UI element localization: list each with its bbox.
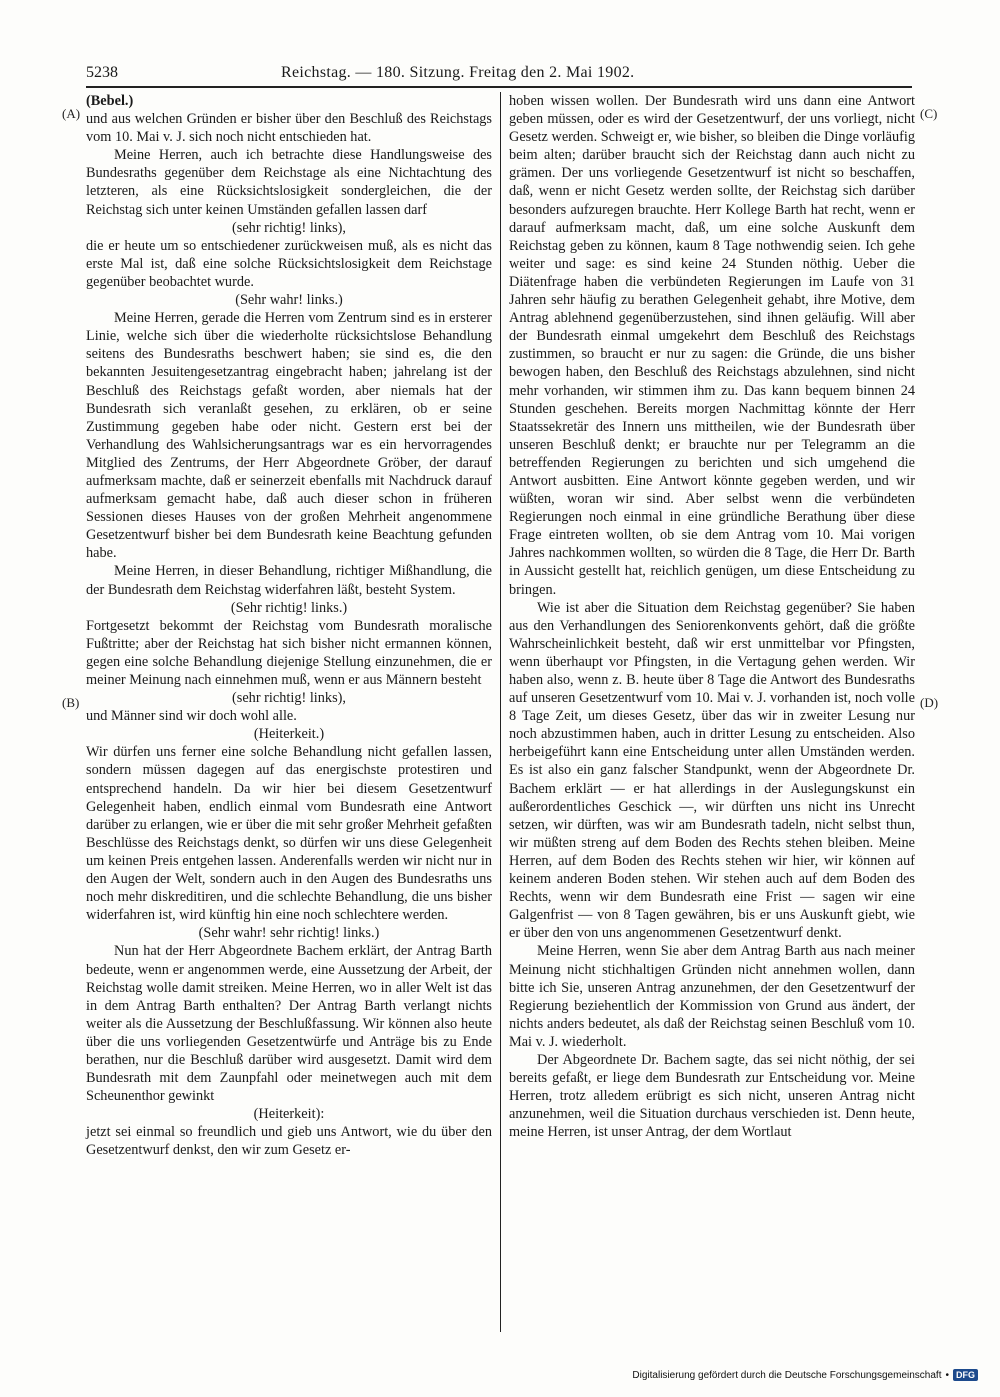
interjection: (Sehr richtig! links.): [230, 599, 348, 616]
footer-text: Digitalisierung gefördert durch die Deutsche Forschungsgemeinschaft: [632, 1369, 942, 1381]
paragraph: Meine Herren, wenn Sie aber dem Antrag Barth aus nach meiner Meinung nicht stichhaltigen Gründen nicht annehmen wollen, dann bitte ich Sie, unseren Antrag anzunehmen, der den Gesetzentwurf der Regierung beziehentlich der Kommission von Grund aus ändert, der nichts anders bedeutet, als daß der Reichstag seinen Beschluß vom 10. Mai v. J. wiederholt.: [509, 943, 915, 1050]
dfg-logo: DFG: [953, 1369, 978, 1381]
footer-credit: [632, 1369, 978, 1381]
paragraph: Der Abgeordnete Dr. Bachem sagte, das sei nicht nöthig, der sei bereits gefaßt, er liege dem Bundesrath zur Entscheidung vor. Meine Herren, trotz alledem erübrigt es sich nicht, unseren Antrag nicht anzunehmen, weil die Situation durchaus verschieden ist. Denn heute, meine Herren, ist unser Antrag, der dem Wortlaut: [509, 1051, 915, 1141]
paragraph: Wie ist aber die Situation dem Reichstag gegenüber? Sie haben aus den Verhandlungen des Seniorenkonvents gehört, daß die größte Wahrscheinlichkeit besteht, daß wir erst unmittelbar vor Pfingsten, wenn überhaupt vor Pfingsten, in die Vertagung gehen werden. Wir haben also, wenn z. B. heute über 8 Tage die Antwort des Bundesraths auf unseren Gesetzentwurf vom 10. Mai v. J. vorhanden ist, noch volle 8 Tage Zeit, um dieses Gesetz, über das wir in zweiter Lesung nur noch abzustimmen haben, auch in dritter Lesung zu entscheiden. Also herbeigeführt kann eine Entscheidung unter allen Umständen werden. Es ist also ein ganz falscher Standpunkt, wenn der Abgeordnete Dr. Bachem erklärt — er hat allerdings in der Auslegungskunst ein außerordentliches Geschick —, wir dürften uns nicht ins Unrecht setzen, wir dürften, was wir am Bundesrath tadeln, nicht selbst thun, wir müßten streng auf dem Boden des Rechts stehen bleiben. Meine Herren, auf dem Boden des Rechts stehen wir hier, wir können auf keinem anderen Boden stehen. Wir stehen auch auf dem Boden des Rechts, wenn wir dem Bundesrath eine Frist — sagen wir eine Galgenfrist — von 8 Tagen gewähren, bis er uns Auskunft giebt, wie er über den von uns angenommenen Gesetzentwurf denkt.: [509, 599, 915, 942]
paragraph: Wir dürfen uns ferner eine solche Behandlung nicht gefallen lassen, sondern müssen dagegen auf das energischste protestiren und entsprechend handeln. Da wir hier bei diesem Gesetzentwurf Gelegenheit haben, endlich einmal vom Bundesrath eine Antwort darüber zu erlangen, wie er über die mit sehr großer Mehrheit gefaßten Beschlüsse des Reichstags denkt, so dürfen wir uns diese Gelegenheit um keinen Preis entgehen lassen. Anderenfalls werden wir nicht nur in den Augen der Welt, sondern auch in den Augen des Bundesraths uns noch mehr diskreditiren, und die schlechte Behandlung, die uns bisher widerfahren ist, wird künftig hin eine noch schlechtere werden.: [86, 744, 492, 924]
page-title: Reichstag. — 180. Sitzung. Freitag den 2. Mai 1902.: [281, 64, 635, 81]
margin-marker-d: (D): [920, 695, 939, 710]
speaker-name: (Bebel.): [86, 93, 134, 109]
page-number: 5238: [86, 64, 118, 81]
column-divider: [500, 92, 501, 1332]
paragraph: und Männer sind wir doch wohl alle.: [86, 708, 297, 725]
interjection: (sehr richtig! links),: [232, 219, 346, 236]
paragraph: Meine Herren, auch ich betrachte diese Handlungsweise des Bundesraths gegenüber dem Reichstage als eine Nichtachtung des letzteren, als eine Rücksichtslosigkeit sondergleichen, die der Reichstag sich unter keinen Umständen gefallen lassen darf: [86, 147, 492, 218]
paragraph: Meine Herren, gerade die Herren vom Zentrum sind es in ersterer Linie, welche sich über die wiederholte rücksichtslose Behandlung seitens des Bundesraths beschwert haben; sie sind es, die den bekannten Jesuitengesetzantrag eingebracht haben; jahrelang ist der Beschluß des Reichstags gefaßt worden, aber niemals hat der Bundesrath sich veranlaßt gesehen, zu erklären, ob er seine Zustimmung gegeben habe oder nicht. Gestern erst bei der Verhandlung des Wahlsicherungsantrags war es ein hervorragendes Mitglied des Zentrums, der Herr Abgeordnete Gröber, der darauf aufmerksam machte, daß er seinerzeit ebenfalls mit Nachdruck darauf aufmerksam gemacht habe, daß auch dieser schon in früheren Sessionen dieses Hauses von der großen Mehrheit angenommene Gesetzentwurf bisher bei dem Bundesrath keine Beachtung gefunden habe.: [86, 310, 492, 562]
margin-marker-a: (A): [62, 106, 81, 121]
paragraph: Fortgesetzt bekommt der Reichstag vom Bundesrath moralische Fußtritte; aber der Reichstag hat sich bisher nicht ermannen können, gegen eine solche Behandlung diejenige Stellung einzunehmen, die er meiner Meinung nach einnehmen muß, wenn er aus Männern besteht: [86, 617, 492, 688]
interjection: (sehr richtig! links),: [232, 690, 346, 707]
interjection: (Heiterkeit.): [253, 726, 325, 743]
page-header: [86, 60, 912, 88]
paragraph: Nun hat der Herr Abgeordnete Bachem erklärt, der Antrag Barth bedeute, wenn er angenommen werde, eine Aussetzung der Arbeit, der Reichstag wolle damit streiken. Meine Herren, wo in aller Welt ist das in dem Antrag Barth enthalten? Der Antrag Barth verlangt nichts weiter als die Aussetzung der Beschlußfassung. Wir können also heute über die uns vorliegenden Gesetzentwürfe und Anträge bis zu Ende berathen, nur die Beschluß darüber wird ausgesetzt. Damit wird dem Bundesrath mit dem Zaunpfahl oder meinetwegen auch mit dem Scheunenthor gewinkt: [86, 943, 492, 1105]
margin-marker-c: (C): [920, 106, 938, 121]
paragraph: und aus welchen Gründen er bisher über den Beschluß des Reichstags vom 10. Mai v. J. sich noch nicht entschieden hat.: [86, 111, 492, 146]
paragraph: die er heute um so entschiedener zurückweisen muß, als es nicht das erste Mal ist, daß eine solche Rücksichtslosigkeit dem Reichstage gegenüber beobachtet wurde.: [86, 237, 492, 290]
interjection: (Sehr wahr! sehr richtig! links.): [198, 925, 380, 942]
interjection: (Heiterkeit):: [253, 1106, 325, 1123]
paragraph: Meine Herren, in dieser Behandlung, richtiger Mißhandlung, die der Bundesrath dem Reichstag widerfahren läßt, besteht System.: [86, 563, 492, 598]
interjection: (Sehr wahr! links.): [235, 292, 343, 309]
footer-bullet: •: [945, 1369, 949, 1381]
paragraph: hoben wissen wollen. Der Bundesrath wird uns dann eine Antwort geben müssen, oder es wird der Gesetzentwurf, der uns vorliegt, nicht Gesetz werden. Schweigt er, wie bisher, so bleiben die Dinge vorläufig beim alten; darüber braucht sich der Reichstag dann auch nicht zu grämen. Der uns vorliegende Gesetzentwurf ist nicht so beschaffen, daß, wenn er nicht Gesetz werden sollte, der Reichstag sich darüber besonders aufzuregen brauchte. Herr Kollege Barth hat recht, wenn er darauf aufmerksam macht, daß, um eine solche Auskunft dem Reichstag geben zu können, kaum 8 Tage nothwendig seien. Ich gehe weiter und sage: es sind keine 24 Stunden nöthig. Ueber die Diätenfrage haben die verbündeten Regierungen im Laufe von 31 Jahren sehr häufig zu berathen Gelegenheit gehabt, ihre Motive, dem Antrag ablehnend gegenüberzustehen, sind ihnen geläufig. Will aber der Bundesrath einmal umgekehrt dem Beschluß des Reichstags zustimmen, so braucht er nur zu sagen: die Gründe, die uns bisher bewogen haben, den Beschluß des Reichstags abzulehnen, sind nicht mehr vorhanden, wir stimmen ihm zu. Das kann bequem binnen 24 Stunden geschehen. Bereits morgen Nachmittag könnte der Herr Staatssekretär des Innern uns mittheilen, wie der Bundesrath über unseren Beschluß denkt; er brauchte nur per Telegramm an die betreffenden Regierungen zu berichten und sich umgehend die Antwort ausbitten. Eine Antwort könnte gegeben werden, und wir wüßten, woran wir sind. Aber selbst wenn die verbündeten Regierungen noch einmal in eine gründliche Berathung über diese Frage eintreten wollten, ob sie dem Antrag vom 10. Mai vorigen Jahres nachkommen wollten, so würden die 8 Tage, die Herr Dr. Barth in Aussicht gestellt hat, reichlich genügen, um diese Entscheidung zu bringen.: [509, 93, 915, 598]
left-column: [86, 92, 492, 1160]
margin-marker-b: (B): [62, 695, 80, 710]
right-column: [509, 92, 915, 1141]
paragraph: jetzt sei einmal so freundlich und gieb uns Antwort, wie du über den Gesetzentwurf denkst, den wir zum Gesetz er-: [86, 1124, 492, 1159]
